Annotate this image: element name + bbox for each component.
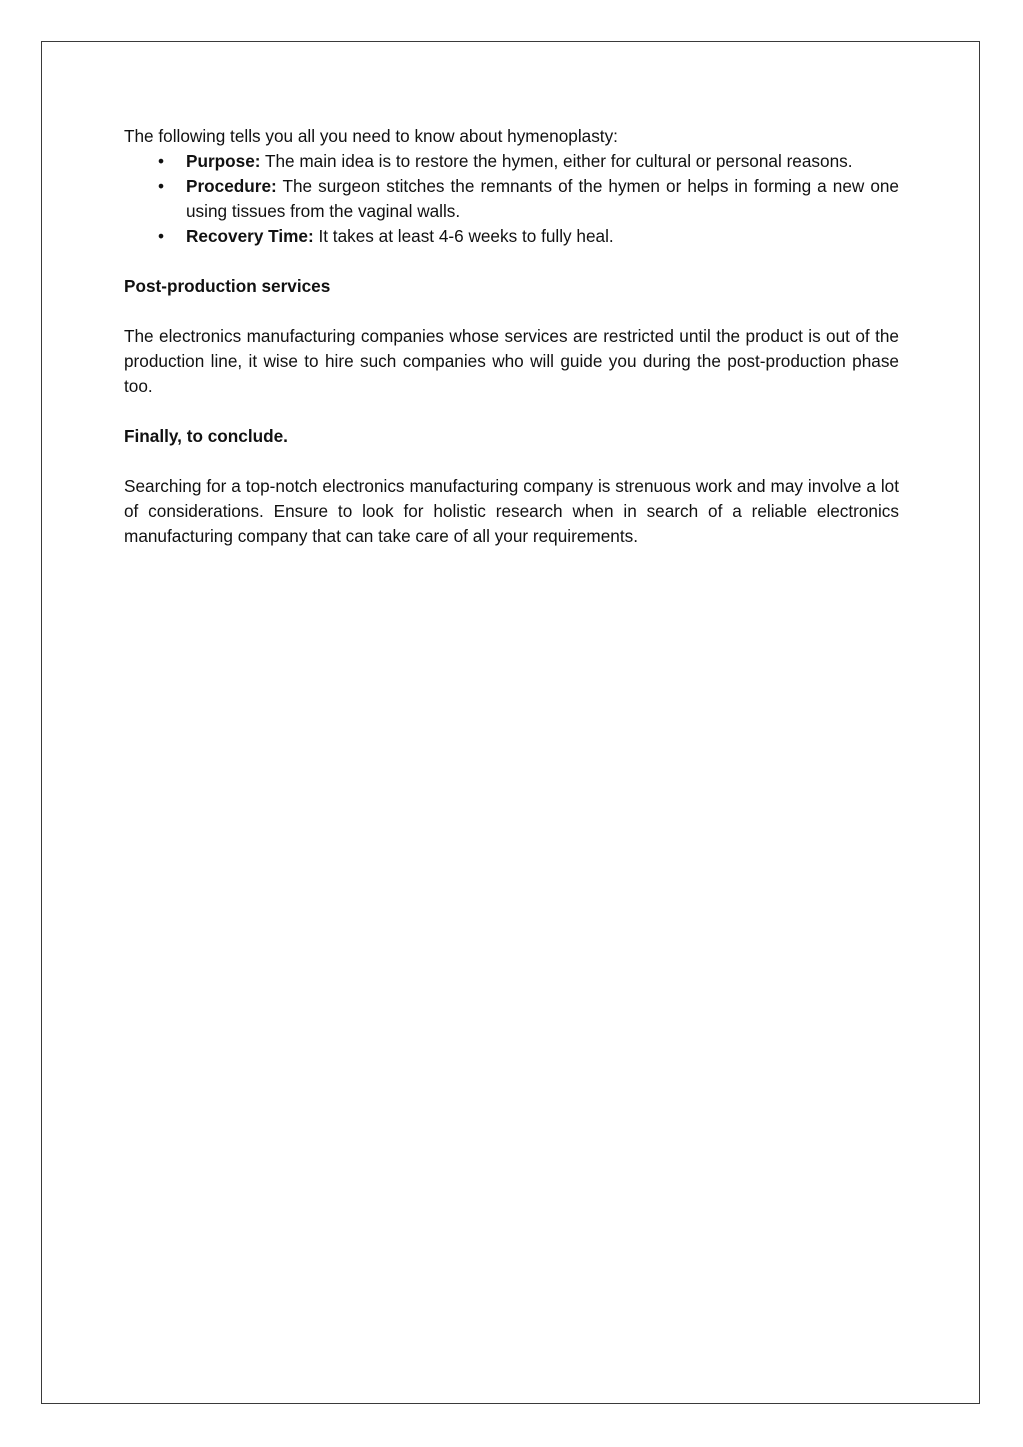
bullet-text: The main idea is to restore the hymen, either for cultural or personal reasons. bbox=[260, 151, 853, 171]
document-body bbox=[124, 124, 899, 549]
bullet-text: The surgeon stitches the remnants of the hymen or helps in forming a new one using tissues from the vaginal walls. bbox=[186, 176, 899, 221]
section-paragraph: The electronics manufacturing companies whose services are restricted until the product is out of the production line, it wise to hire such companies who will guide you during the post-production phase too. bbox=[124, 326, 899, 396]
bullet-term: Purpose: bbox=[186, 151, 261, 171]
bullet-term: Procedure: bbox=[186, 176, 277, 196]
section-heading: Post-production services bbox=[124, 276, 331, 296]
bullet-icon: • bbox=[157, 176, 165, 196]
list-item bbox=[124, 174, 899, 224]
bullet-text: It takes at least 4-6 weeks to fully heal. bbox=[313, 226, 614, 246]
bullet-list bbox=[124, 149, 899, 249]
list-item bbox=[124, 149, 899, 174]
bullet-icon: • bbox=[157, 226, 165, 246]
list-item bbox=[124, 224, 899, 249]
section-heading: Finally, to conclude. bbox=[124, 426, 288, 446]
bullet-icon: • bbox=[157, 151, 165, 171]
bullet-term: Recovery Time: bbox=[186, 226, 314, 246]
intro-text: The following tells you all you need to know about hymenoplasty: bbox=[124, 126, 618, 146]
section-paragraph: Searching for a top-notch electronics manufacturing company is strenuous work and may involve a lot of considerations. Ensure to look for holistic research when in search of a reliable electronics manufacturing company that can take care of all your requirements. bbox=[124, 476, 899, 546]
